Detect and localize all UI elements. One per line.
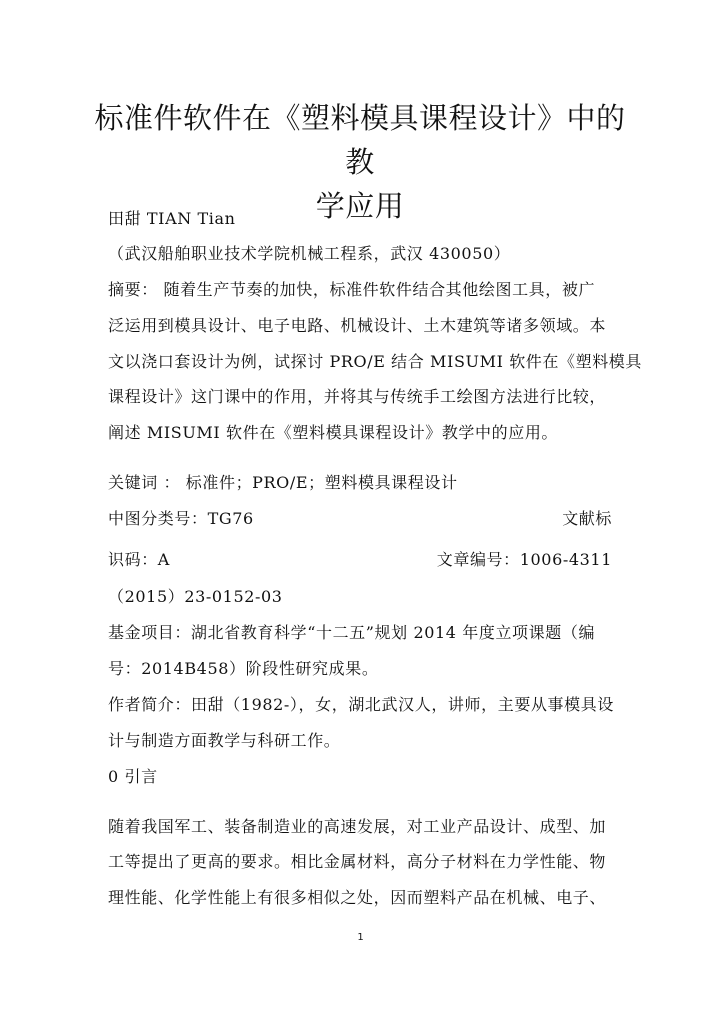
abstract-line: 文以浇口套设计为例，试探讨 PRO/E 结合 MISUMI 软件在《塑料模具 [108,352,642,371]
body-line: 理性能、化学性能上有很多相似之处，因而塑料产品在机械、电子、 [108,888,607,907]
clc-number: 中图分类号：TG76 [108,509,254,528]
article-number: 文章编号：1006-4311 [436,550,612,569]
abstract-line: 课程设计》这门课中的作用，并将其与传统手工绘图方法进行比较， [108,387,607,406]
article-number-cont: （2015）23-0152-03 [108,587,283,606]
abstract-line: 摘要： 随着生产节奏的加快，标准件软件结合其他绘图工具，被广 [108,280,596,299]
doc-code-label: 文献标 [562,509,612,528]
keywords: 关键词 ： 标准件；PRO/E；塑料模具课程设计 [108,473,458,492]
body-line: 工等提出了更高的要求。相比金属材料，高分子材料在力学性能、物 [108,852,607,871]
author-name: 田甜 TIAN Tian [108,209,236,228]
abstract-line: 阐述 MISUMI 软件在《塑料模具课程设计》教学中的应用。 [108,423,559,442]
title-line-2: 学应用 [315,189,405,223]
funding-line: 号：2014B458）阶段性研究成果。 [108,659,379,678]
author-affiliation: （武汉船舶职业技术学院机械工程系，武汉 430050） [108,244,511,263]
body-line: 随着我国军工、装备制造业的高速发展，对工业产品设计、成型、加 [108,817,607,836]
section-heading: 0 引言 [108,767,158,786]
author-bio-line: 计与制造方面教学与科研工作。 [108,731,341,750]
abstract-line: 泛运用到模具设计、电子电路、机械设计、土木建筑等诸多领域。本 [108,316,607,335]
page-number: 1 [357,932,364,943]
author-bio-line: 作者简介：田甜（1982-），女，湖北武汉人，讲师，主要从事模具设 [108,695,614,714]
classification-row-2 [108,549,612,571]
title-line-1: 标准件软件在《塑料模具课程设计》中的教 [94,101,626,179]
funding-line: 基金项目：湖北省教育科学“十二五”规划 2014 年度立项课题（编 [108,623,596,642]
doc-code-value: 识码：A [108,550,170,569]
classification-row-1 [108,508,612,530]
